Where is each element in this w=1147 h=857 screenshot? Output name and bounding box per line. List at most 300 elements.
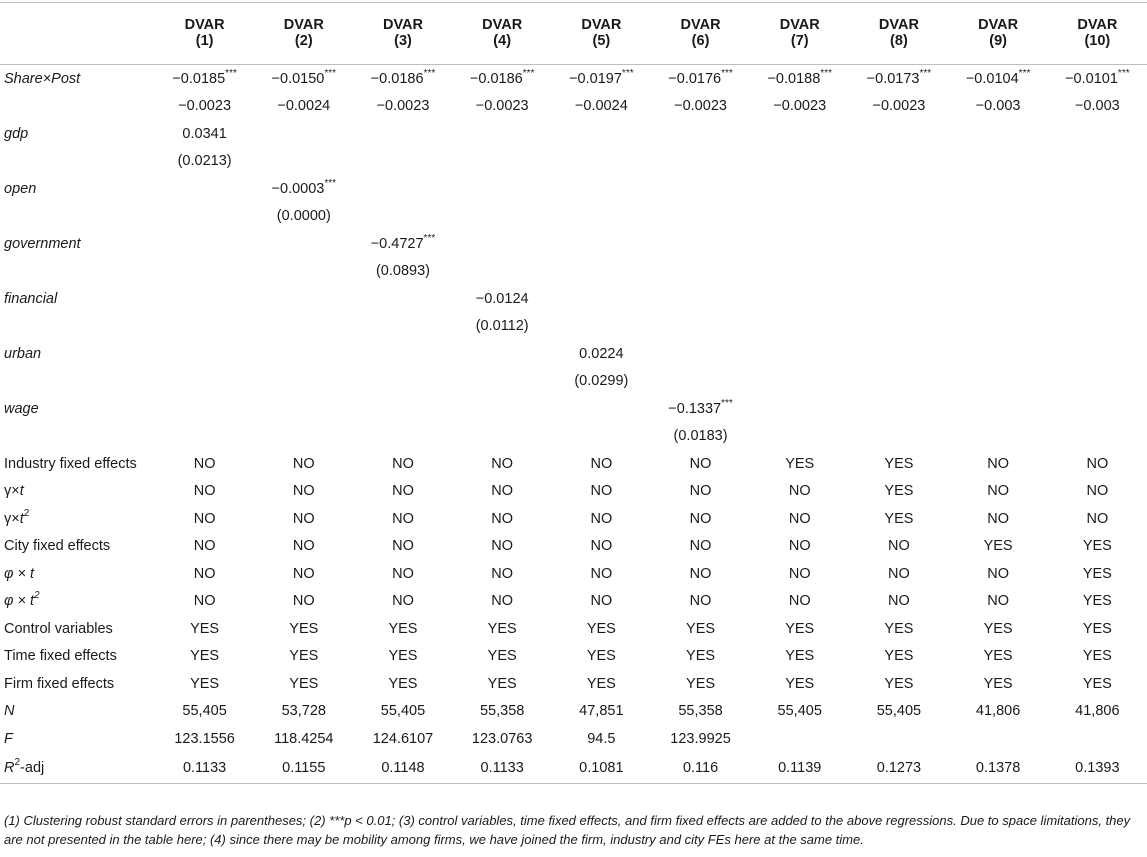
table-cell bbox=[453, 395, 552, 423]
row-label: Firm fixed effects bbox=[4, 675, 115, 692]
table-row bbox=[0, 395, 1147, 423]
table-cell: 0.0341 bbox=[182, 125, 227, 142]
table-cell bbox=[949, 120, 1048, 148]
table-cell bbox=[254, 230, 353, 258]
row-label: financial bbox=[4, 290, 58, 307]
table-cell: (0.0000) bbox=[276, 208, 331, 225]
table-cell: −0.0024 bbox=[574, 98, 628, 115]
table-cell bbox=[453, 258, 552, 286]
table-cell: YES bbox=[686, 648, 716, 665]
table-cell: 55,358 bbox=[678, 703, 723, 720]
table-cell bbox=[750, 423, 849, 451]
table-cell bbox=[1048, 258, 1147, 286]
row-label bbox=[0, 148, 155, 176]
table-cell: YES bbox=[388, 620, 418, 637]
header-dep-var: DVAR bbox=[155, 3, 254, 34]
table-cell: 123.0763 bbox=[471, 730, 533, 747]
table-cell: YES bbox=[190, 675, 220, 692]
table-cell bbox=[1048, 725, 1147, 753]
table-cell bbox=[155, 285, 254, 313]
table-cell bbox=[552, 395, 651, 423]
table-cell: −0.0186*** bbox=[469, 67, 535, 87]
row-label: $R^2$-adj bbox=[0, 753, 155, 784]
row-label: Industry fixed effects bbox=[4, 455, 137, 472]
table-cell: −0.0023 bbox=[674, 98, 727, 115]
table-cell: 0.1378 bbox=[949, 753, 1048, 784]
table-cell: YES bbox=[884, 510, 914, 527]
table-cell: NO bbox=[292, 510, 315, 527]
row-label bbox=[0, 93, 155, 121]
table-cell bbox=[1048, 203, 1147, 231]
table-cell: NO bbox=[491, 593, 514, 610]
table-cell: YES bbox=[487, 648, 517, 665]
table-cell bbox=[949, 148, 1048, 176]
table-cell: NO bbox=[193, 455, 216, 472]
table-cell: −0.003 bbox=[975, 98, 1021, 115]
table-cell bbox=[353, 120, 452, 148]
table-cell: NO bbox=[888, 565, 910, 582]
table-cell: 41,806 bbox=[975, 703, 1021, 720]
table-cell: YES bbox=[884, 620, 914, 637]
table-cell bbox=[651, 285, 750, 313]
table-cell bbox=[453, 368, 552, 396]
table-cell: YES bbox=[1082, 538, 1112, 555]
header-col-num: (4) bbox=[453, 33, 552, 65]
table-cell: −0.0186*** bbox=[370, 67, 436, 87]
table-cell: YES bbox=[487, 620, 517, 637]
table-cell: NO bbox=[689, 565, 712, 582]
table-cell bbox=[750, 340, 849, 368]
table-cell bbox=[254, 340, 353, 368]
table-cell: −0.0023 bbox=[376, 98, 430, 115]
table-cell: 0.1273 bbox=[849, 753, 948, 784]
table-row bbox=[0, 450, 1147, 478]
row-label: Time fixed effects bbox=[4, 648, 117, 665]
table-cell: NO bbox=[193, 593, 216, 610]
table-cell: −0.0024 bbox=[277, 98, 331, 115]
table-cell: NO bbox=[1086, 455, 1109, 472]
table-cell bbox=[849, 725, 948, 753]
table-cell: YES bbox=[884, 675, 914, 692]
table-cell bbox=[849, 258, 948, 286]
table-row bbox=[0, 313, 1147, 341]
table-cell bbox=[1048, 313, 1147, 341]
table-cell bbox=[849, 120, 948, 148]
table-cell bbox=[353, 340, 452, 368]
table-cell: −0.003 bbox=[1074, 98, 1120, 115]
table-cell: −0.0124 bbox=[475, 290, 529, 307]
table-cell bbox=[552, 203, 651, 231]
table-cell: 55,358 bbox=[479, 703, 525, 720]
table-cell bbox=[949, 340, 1048, 368]
table-cell: −0.0023 bbox=[178, 98, 232, 115]
header-dep-var: DVAR bbox=[651, 3, 750, 34]
table-cell: NO bbox=[788, 593, 811, 610]
row-label bbox=[0, 368, 155, 396]
table-cell: (0.0183) bbox=[673, 428, 728, 445]
table-cell: NO bbox=[292, 565, 315, 582]
row-label: open bbox=[4, 180, 37, 197]
table-cell: NO bbox=[292, 483, 315, 500]
table-cell: 55,405 bbox=[380, 703, 426, 720]
header-dep-var: DVAR bbox=[254, 3, 353, 34]
table-cell bbox=[552, 120, 651, 148]
table-cell bbox=[254, 423, 353, 451]
table-cell bbox=[750, 258, 849, 286]
table-cell bbox=[453, 175, 552, 203]
table-cell bbox=[552, 175, 651, 203]
table-cell bbox=[651, 203, 750, 231]
table-cell: −0.4727*** bbox=[370, 232, 436, 252]
table-cell: 118.4254 bbox=[274, 730, 334, 747]
table-cell bbox=[353, 285, 452, 313]
table-cell bbox=[155, 423, 254, 451]
table-row bbox=[0, 725, 1147, 753]
table-cell bbox=[552, 230, 651, 258]
header-dep-var: DVAR bbox=[750, 3, 849, 34]
table-cell: 123.1556 bbox=[174, 730, 235, 747]
table-cell: NO bbox=[193, 510, 216, 527]
row-label bbox=[0, 203, 155, 231]
table-cell bbox=[651, 368, 750, 396]
table-row bbox=[0, 285, 1147, 313]
table-row bbox=[0, 643, 1147, 671]
table-cell: NO bbox=[193, 565, 216, 582]
header-col-num: (2) bbox=[254, 33, 353, 65]
table-cell bbox=[353, 148, 452, 176]
table-cell bbox=[155, 368, 254, 396]
table-row bbox=[0, 340, 1147, 368]
table-cell bbox=[651, 175, 750, 203]
header-col-num: (3) bbox=[353, 33, 452, 65]
table-cell: NO bbox=[590, 538, 613, 555]
table-cell bbox=[949, 725, 1048, 753]
header-dep-var: DVAR bbox=[1048, 3, 1147, 34]
table-cell: YES bbox=[289, 675, 319, 692]
table-row bbox=[0, 93, 1147, 121]
table-cell bbox=[651, 148, 750, 176]
table-cell: −0.0185*** bbox=[172, 67, 237, 87]
header-row-col-nums bbox=[0, 33, 1147, 65]
row-label: φ × t bbox=[4, 565, 35, 582]
table-cell: NO bbox=[392, 455, 414, 472]
table-cell: NO bbox=[193, 538, 216, 555]
table-cell: NO bbox=[491, 483, 514, 500]
table-cell: NO bbox=[987, 483, 1009, 500]
table-cell: YES bbox=[983, 648, 1013, 665]
table-cell: YES bbox=[289, 620, 319, 637]
table-cell bbox=[353, 175, 452, 203]
table-cell: NO bbox=[491, 455, 514, 472]
table-cell: 0.1133 bbox=[155, 753, 254, 784]
table-cell: YES bbox=[388, 648, 418, 665]
table-cell bbox=[750, 120, 849, 148]
table-cell bbox=[1048, 230, 1147, 258]
table-cell: NO bbox=[987, 455, 1009, 472]
header-dep-var: DVAR bbox=[453, 3, 552, 34]
table-cell: YES bbox=[884, 648, 914, 665]
table-cell: −0.0188*** bbox=[767, 67, 832, 87]
table-cell bbox=[949, 395, 1048, 423]
table-cell: 0.1148 bbox=[353, 753, 452, 784]
table-cell: YES bbox=[586, 620, 616, 637]
header-col-num: (7) bbox=[750, 33, 849, 65]
table-row bbox=[0, 423, 1147, 451]
table-cell bbox=[849, 230, 948, 258]
table-cell: YES bbox=[289, 648, 319, 665]
header-row-dep-var bbox=[0, 3, 1147, 34]
header-corner bbox=[0, 3, 155, 34]
table-cell: NO bbox=[590, 455, 613, 472]
regression-table bbox=[0, 2, 1147, 784]
header-dep-var: DVAR bbox=[353, 3, 452, 34]
table-cell bbox=[1048, 423, 1147, 451]
table-cell: NO bbox=[491, 538, 514, 555]
row-label: Control variables bbox=[4, 620, 113, 637]
table-cell: YES bbox=[785, 620, 815, 637]
table-cell bbox=[849, 203, 948, 231]
table-cell bbox=[849, 285, 948, 313]
table-cell bbox=[254, 368, 353, 396]
table-cell: NO bbox=[689, 538, 712, 555]
table-cell: −0.0176*** bbox=[668, 67, 733, 87]
table-row bbox=[0, 505, 1147, 533]
table-cell: NO bbox=[1086, 510, 1109, 527]
table-cell: YES bbox=[785, 455, 815, 472]
table-cell bbox=[750, 368, 849, 396]
table-cell bbox=[1048, 120, 1147, 148]
row-label: Share×Post bbox=[4, 70, 81, 87]
table-cell: 124.6107 bbox=[372, 730, 434, 747]
table-cell: NO bbox=[392, 565, 414, 582]
table-cell: NO bbox=[590, 565, 613, 582]
table-cell: NO bbox=[987, 593, 1009, 610]
table-cell bbox=[453, 230, 552, 258]
table-row bbox=[0, 533, 1147, 561]
table-row bbox=[0, 203, 1147, 231]
table-cell bbox=[552, 285, 651, 313]
table-cell bbox=[353, 368, 452, 396]
table-cell: YES bbox=[1082, 620, 1112, 637]
header-dep-var: DVAR bbox=[949, 3, 1048, 34]
table-cell: YES bbox=[190, 648, 220, 665]
table-cell bbox=[155, 313, 254, 341]
table-cell bbox=[651, 258, 750, 286]
table-cell: NO bbox=[788, 510, 811, 527]
table-row bbox=[0, 478, 1147, 506]
table-cell bbox=[949, 285, 1048, 313]
table-cell: NO bbox=[888, 538, 910, 555]
table-cell bbox=[949, 368, 1048, 396]
row-label: N bbox=[4, 703, 15, 720]
table-cell bbox=[849, 395, 948, 423]
row-label bbox=[0, 313, 155, 341]
table-cell: (0.0893) bbox=[375, 263, 430, 280]
table-cell: −0.0197*** bbox=[569, 67, 634, 87]
table-cell: 0.0224 bbox=[579, 345, 624, 362]
table-cell: NO bbox=[689, 483, 712, 500]
row-label: wage bbox=[4, 400, 39, 417]
table-row bbox=[0, 175, 1147, 203]
table-cell bbox=[750, 395, 849, 423]
table-cell: YES bbox=[686, 675, 716, 692]
table-row bbox=[0, 698, 1147, 726]
header-col-num: (1) bbox=[155, 33, 254, 65]
table-cell: YES bbox=[785, 675, 815, 692]
table-row bbox=[0, 148, 1147, 176]
row-label: gdp bbox=[4, 125, 29, 142]
table-cell bbox=[949, 203, 1048, 231]
table-row bbox=[0, 368, 1147, 396]
table-cell bbox=[1048, 175, 1147, 203]
table-cell bbox=[155, 175, 254, 203]
table-cell bbox=[651, 340, 750, 368]
header-corner bbox=[0, 33, 155, 65]
header-dep-var: DVAR bbox=[552, 3, 651, 34]
header-col-num: (8) bbox=[849, 33, 948, 65]
table-row bbox=[0, 230, 1147, 258]
table-cell bbox=[453, 203, 552, 231]
row-label: City fixed effects bbox=[4, 538, 111, 555]
table-cell: (0.0213) bbox=[177, 153, 232, 170]
header-col-num: (10) bbox=[1048, 33, 1147, 65]
table-cell bbox=[849, 175, 948, 203]
table-cell: NO bbox=[788, 483, 811, 500]
table-cell: 55,405 bbox=[182, 703, 227, 720]
table-cell: 94.5 bbox=[587, 730, 616, 747]
table-cell bbox=[353, 395, 452, 423]
table-row bbox=[0, 753, 1147, 784]
table-cell: −0.0023 bbox=[773, 98, 827, 115]
table-cell: −0.1337*** bbox=[668, 397, 733, 417]
table-cell: NO bbox=[292, 593, 315, 610]
table-cell: NO bbox=[590, 593, 613, 610]
table-cell: 41,806 bbox=[1075, 703, 1120, 720]
table-cell bbox=[453, 148, 552, 176]
table-cell: NO bbox=[292, 455, 315, 472]
table-cell: −0.0173*** bbox=[866, 67, 932, 87]
table-cell: NO bbox=[292, 538, 315, 555]
table-cell: NO bbox=[689, 455, 712, 472]
table-cell bbox=[453, 120, 552, 148]
table-cell: −0.0150*** bbox=[271, 67, 337, 87]
row-label: γ×t bbox=[4, 483, 24, 500]
table-cell: YES bbox=[190, 620, 220, 637]
table-cell bbox=[750, 148, 849, 176]
table-cell bbox=[949, 175, 1048, 203]
table-cell: NO bbox=[987, 565, 1009, 582]
table-body bbox=[0, 65, 1147, 784]
row-label bbox=[0, 258, 155, 286]
header-col-num: (5) bbox=[552, 33, 651, 65]
table-cell bbox=[849, 313, 948, 341]
table-cell: YES bbox=[884, 483, 914, 500]
table-cell: YES bbox=[586, 675, 616, 692]
table-cell: 0.1155 bbox=[254, 753, 353, 784]
table-cell: −0.0023 bbox=[872, 98, 926, 115]
table-cell bbox=[155, 258, 254, 286]
table-cell bbox=[1048, 285, 1147, 313]
table-cell bbox=[949, 258, 1048, 286]
row-label: urban bbox=[4, 345, 42, 362]
table-cell bbox=[453, 340, 552, 368]
table-cell: YES bbox=[983, 675, 1013, 692]
table-cell: (0.0299) bbox=[574, 373, 629, 390]
table-cell bbox=[552, 258, 651, 286]
table-cell bbox=[949, 230, 1048, 258]
table-cell: NO bbox=[888, 593, 910, 610]
table-cell: −0.0101*** bbox=[1065, 67, 1130, 87]
header-col-num: (9) bbox=[949, 33, 1048, 65]
table-cell: NO bbox=[491, 510, 514, 527]
table-row bbox=[0, 615, 1147, 643]
table-cell: −0.0023 bbox=[475, 98, 529, 115]
table-cell: NO bbox=[590, 483, 613, 500]
table-cell: YES bbox=[983, 538, 1013, 555]
table-cell bbox=[849, 340, 948, 368]
table-cell: YES bbox=[884, 455, 914, 472]
table-cell bbox=[1048, 340, 1147, 368]
table-cell: NO bbox=[689, 593, 712, 610]
header-dep-var: DVAR bbox=[849, 3, 948, 34]
table-cell bbox=[750, 313, 849, 341]
table-cell bbox=[651, 230, 750, 258]
table-footnote: (1) Clustering robust standard errors in parentheses; (2) ***p < 0.01; (3) control variables, time fixed effects, and firm fixed effects are added to the above regressions. Due to space limitations, they are not presented in the table here; (4) since there may be mobility among firms, we have joined the firm, industry and city FEs here at the same time. bbox=[4, 813, 1131, 847]
table-cell: 0.1081 bbox=[552, 753, 651, 784]
table-cell bbox=[1048, 148, 1147, 176]
table-cell bbox=[353, 423, 452, 451]
table-cell bbox=[353, 203, 452, 231]
table-cell: 0.116 bbox=[651, 753, 750, 784]
table-cell bbox=[254, 285, 353, 313]
table-cell: −0.0003*** bbox=[271, 177, 337, 197]
table-cell bbox=[949, 313, 1048, 341]
table-cell: YES bbox=[785, 648, 815, 665]
table-cell: 123.9925 bbox=[670, 730, 731, 747]
table-cell: YES bbox=[1082, 648, 1112, 665]
row-label: government bbox=[4, 235, 81, 252]
table-cell bbox=[254, 148, 353, 176]
table-cell bbox=[155, 340, 254, 368]
table-cell bbox=[750, 175, 849, 203]
table-cell bbox=[254, 120, 353, 148]
table-row bbox=[0, 65, 1147, 93]
table-cell bbox=[155, 395, 254, 423]
table-cell: YES bbox=[487, 675, 517, 692]
table-cell: NO bbox=[1086, 483, 1109, 500]
table-cell: 0.1139 bbox=[750, 753, 849, 784]
table-cell bbox=[1048, 368, 1147, 396]
table-cell: YES bbox=[1082, 565, 1112, 582]
table-cell bbox=[552, 313, 651, 341]
table-cell: NO bbox=[689, 510, 712, 527]
table-row bbox=[0, 560, 1147, 588]
row-label: F bbox=[4, 730, 13, 747]
table-row bbox=[0, 258, 1147, 286]
table-cell bbox=[254, 258, 353, 286]
table-cell: NO bbox=[392, 593, 414, 610]
table-row bbox=[0, 120, 1147, 148]
table-cell: NO bbox=[392, 538, 414, 555]
table-cell bbox=[849, 423, 948, 451]
table-cell: 55,405 bbox=[876, 703, 922, 720]
table-cell: NO bbox=[987, 510, 1009, 527]
table-cell bbox=[750, 230, 849, 258]
table-cell: NO bbox=[590, 510, 613, 527]
table-cell: 53,728 bbox=[281, 703, 326, 720]
table-header bbox=[0, 3, 1147, 65]
table-cell bbox=[849, 148, 948, 176]
